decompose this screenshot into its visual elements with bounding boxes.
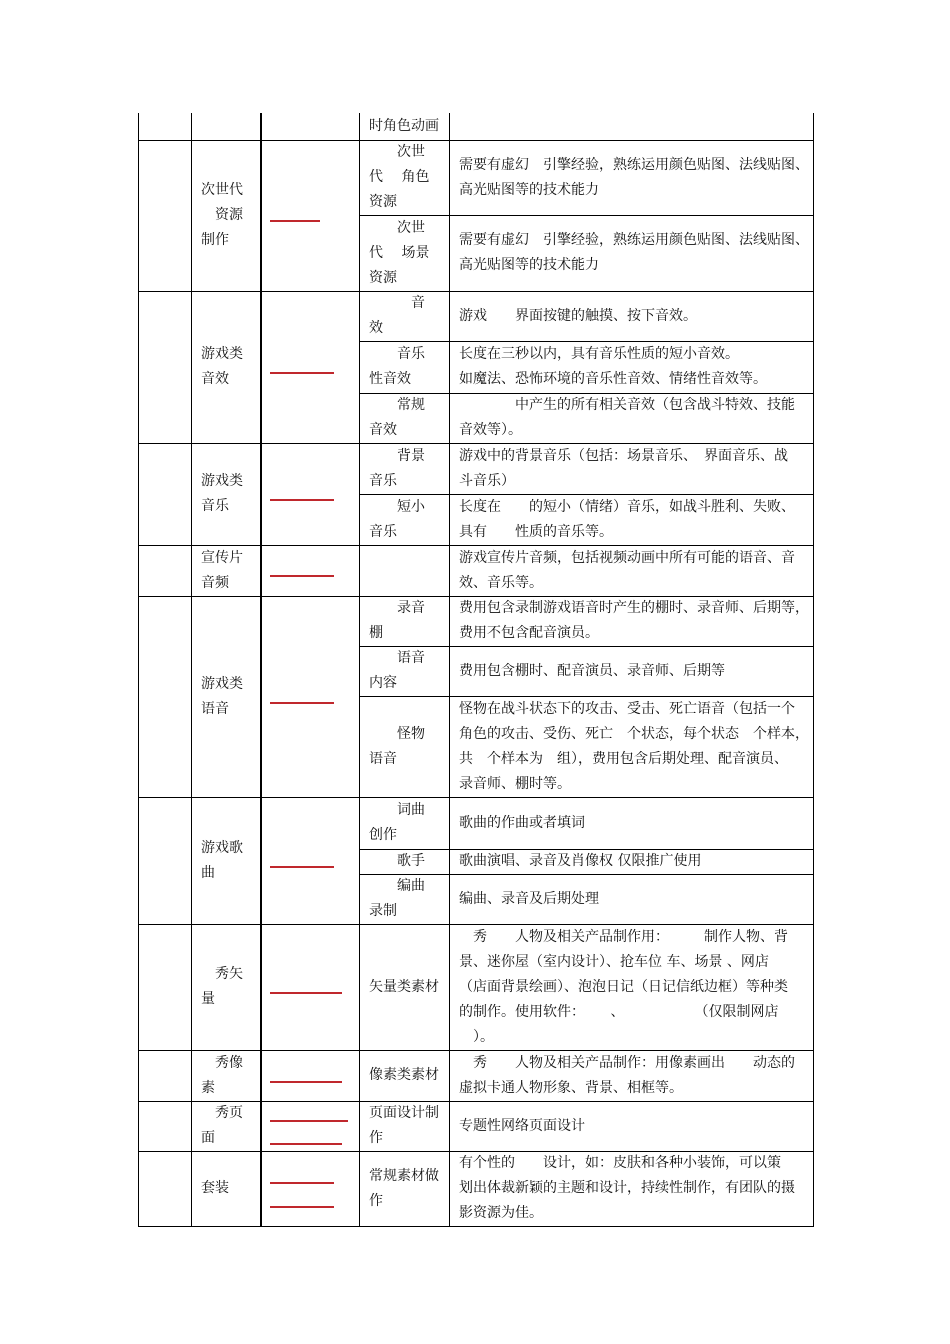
sub-item-label: 资源 — [369, 269, 397, 286]
description-text: 怪物在战斗状态下的攻击、受击、死亡语音（包括一个 — [459, 700, 795, 717]
sub-item-label: 页面设计制 — [369, 1105, 439, 1121]
description-text: 高光贴图等的技术能力 — [459, 181, 599, 198]
table-border — [359, 874, 814, 875]
description-text: 费用包含棚时、配音演员、录音师、后期等 — [459, 662, 725, 679]
category-label: 秀页 — [201, 1105, 243, 1121]
description-text: 费用不包含配音演员。 — [459, 625, 599, 641]
category-label: 面 — [201, 1130, 215, 1146]
price-blank-line — [270, 1081, 342, 1083]
description-text: 费用包含录制游戏语音时产生的棚时、录音师、后期等， — [459, 600, 809, 616]
description-text: 长度在 的短小（情绪）音乐，如战斗胜利、失败、 — [459, 498, 795, 515]
category-label: 量 — [201, 991, 215, 1007]
description-text: 专题性网络页面设计 — [459, 1117, 585, 1134]
sub-item-label: 作 — [369, 1130, 383, 1146]
description-text: 编曲、录音及后期处理 — [459, 890, 599, 907]
sub-item-label: 次世 — [369, 144, 425, 160]
price-blank-line — [270, 866, 334, 868]
table-border — [260, 113, 262, 1226]
price-blank-line — [270, 1120, 348, 1122]
sub-item-label: 短小 — [369, 498, 425, 515]
category-label: 游戏歌 — [201, 839, 243, 856]
description-text: 划出体裁新颖的主题和设计，持续性制作，有团队的摄 — [459, 1180, 795, 1196]
category-label: 套装 — [201, 1180, 229, 1196]
category-label: 音乐 — [201, 498, 229, 514]
table-border — [359, 646, 814, 647]
sub-item-label: 棚 — [369, 625, 383, 641]
category-label: 语音 — [201, 700, 229, 717]
sub-item-label: 录制 — [369, 903, 397, 919]
sub-item-label: 作 — [369, 1192, 383, 1209]
description-text: 虚拟卡通人物形象、背景、相框等。 — [459, 1079, 683, 1096]
description-text: 音效等）。 — [459, 422, 522, 438]
sub-item-label: 时角色动画 — [369, 118, 439, 134]
description-text: 秀 人物及相关产品制作：用像素画出 动态的 — [459, 1054, 795, 1071]
table-border — [359, 113, 360, 1226]
sub-item-label: 性音效 — [369, 371, 411, 387]
category-label: 素 — [201, 1079, 215, 1096]
description-text: 歌曲的作曲或者填词 — [459, 814, 585, 831]
price-blank-line — [270, 372, 334, 374]
sub-item-label: 内容 — [369, 675, 397, 691]
table-border — [359, 215, 814, 216]
description-text: 具有 性质的音乐等。 — [459, 523, 613, 540]
sub-item-label: 代 场景 — [369, 244, 430, 261]
description-text: （店面背景绘画）、泡泡日记（日记信纸边框）等种类 — [459, 978, 788, 995]
table-border — [138, 113, 139, 1226]
description-text: 中产生的所有相关音效（包含战斗特效、技能 — [459, 397, 795, 413]
description-text: 长度在三秒以内，具有音乐性质的短小音效。 — [459, 346, 739, 362]
sub-item-label: 音乐 — [369, 346, 425, 362]
category-label: 游戏类 — [201, 473, 243, 489]
description-text: 的制作。使用软件： 、 （仅限制网店 — [459, 1003, 779, 1020]
sub-item-label: 次世 — [369, 219, 425, 236]
description-text: 需要有虚幻 引擎经验，熟练运用颜色贴图、法线贴图、 — [459, 156, 809, 173]
category-label: 曲 — [201, 864, 215, 881]
sub-item-label: 矢量类素材 — [369, 978, 439, 995]
category-label: 资源 — [201, 207, 243, 223]
table-border — [138, 291, 814, 292]
category-label: 次世代 — [201, 182, 243, 198]
description-text: 影资源为佳。 — [459, 1205, 543, 1221]
price-blank-line — [270, 220, 320, 222]
price-blank-line — [270, 1182, 334, 1184]
category-label: 秀像 — [201, 1054, 243, 1071]
category-label: 宣传片 — [201, 549, 243, 566]
table-border — [138, 797, 814, 798]
description-text: 斗音乐） — [459, 472, 515, 489]
sub-item-label: 像素类素材 — [369, 1067, 439, 1083]
category-label: 制作 — [201, 232, 229, 248]
sub-item-label: 语音 — [369, 650, 425, 666]
table-border — [138, 140, 814, 141]
description-text: 角色的攻击、受伤、死亡 个状态，每个状态 个样本， — [459, 725, 809, 742]
table-border — [138, 1226, 814, 1227]
sub-item-label: 常规 — [369, 397, 425, 413]
sub-item-label: 歌手 — [369, 853, 425, 869]
sub-item-label: 常规素材做 — [369, 1167, 439, 1184]
category-label: 音效 — [201, 371, 229, 387]
sub-item-label: 音 — [369, 295, 425, 311]
price-blank-line — [270, 702, 334, 704]
description-text: 高光贴图等的技术能力 — [459, 257, 599, 273]
description-text: 景、迷你屋（室内设计）、抢车位 车、场景 、网店 — [459, 953, 769, 970]
price-blank-line — [270, 1206, 334, 1208]
sub-item-label: 音效 — [369, 422, 397, 438]
sub-item-label: 音乐 — [369, 472, 397, 489]
category-label: 游戏类 — [201, 346, 243, 362]
price-blank-line — [270, 992, 342, 994]
description-text: 游戏 界面按键的触摸、按下音效。 — [459, 307, 697, 324]
sub-item-label: 编曲 — [369, 878, 425, 894]
price-blank-line — [270, 499, 334, 501]
description-text: 共 个样本为 组），费用包含后期处理、配音演员、 — [459, 750, 788, 767]
category-label: 游戏类 — [201, 675, 243, 692]
category-label: 音频 — [201, 574, 229, 591]
description-text: 需要有虚幻 引擎经验，熟练运用颜色贴图、法线贴图、 — [459, 232, 809, 248]
sub-item-label: 效 — [369, 320, 383, 336]
table-border — [449, 113, 450, 1226]
sub-item-label: 录音 — [369, 600, 425, 616]
price-blank-line — [270, 1143, 342, 1145]
sub-item-label: 音乐 — [369, 523, 397, 540]
category-label: 秀矢 — [201, 966, 243, 982]
price-blank-line — [270, 575, 334, 577]
sub-item-label: 资源 — [369, 194, 397, 210]
description-text: 歌曲演唱、录音及肖像权 仅限推广使用 — [459, 853, 702, 869]
description-text: 游戏宣传片音频，包括视频动画中所有可能的语音、音 — [459, 549, 795, 566]
sub-item-label: 语音 — [369, 750, 397, 767]
table-border — [191, 113, 192, 1226]
table-border — [813, 113, 814, 1226]
description-text: 秀 人物及相关产品制作用： 制作人物、背 — [459, 928, 788, 945]
sub-item-label: 怪物 — [369, 725, 425, 742]
description-text: ）。 — [459, 1028, 494, 1045]
sub-item-label: 创作 — [369, 827, 397, 843]
description-text: 效、音乐等。 — [459, 574, 543, 591]
description-text: 如魔法、恐怖环境的音乐性音效、情绪性音效等。 — [459, 371, 767, 387]
description-text: 录音师、棚时等。 — [459, 775, 571, 792]
description-text: 有个性的 设计，如：皮肤和各种小装饰，可以策 — [459, 1155, 781, 1171]
sub-item-label: 词曲 — [369, 802, 425, 818]
description-text: 游戏中的背景音乐（包括：场景音乐、 界面音乐、战 — [459, 447, 788, 464]
sub-item-label: 背景 — [369, 447, 425, 464]
sub-item-label: 代 角色 — [369, 169, 430, 185]
